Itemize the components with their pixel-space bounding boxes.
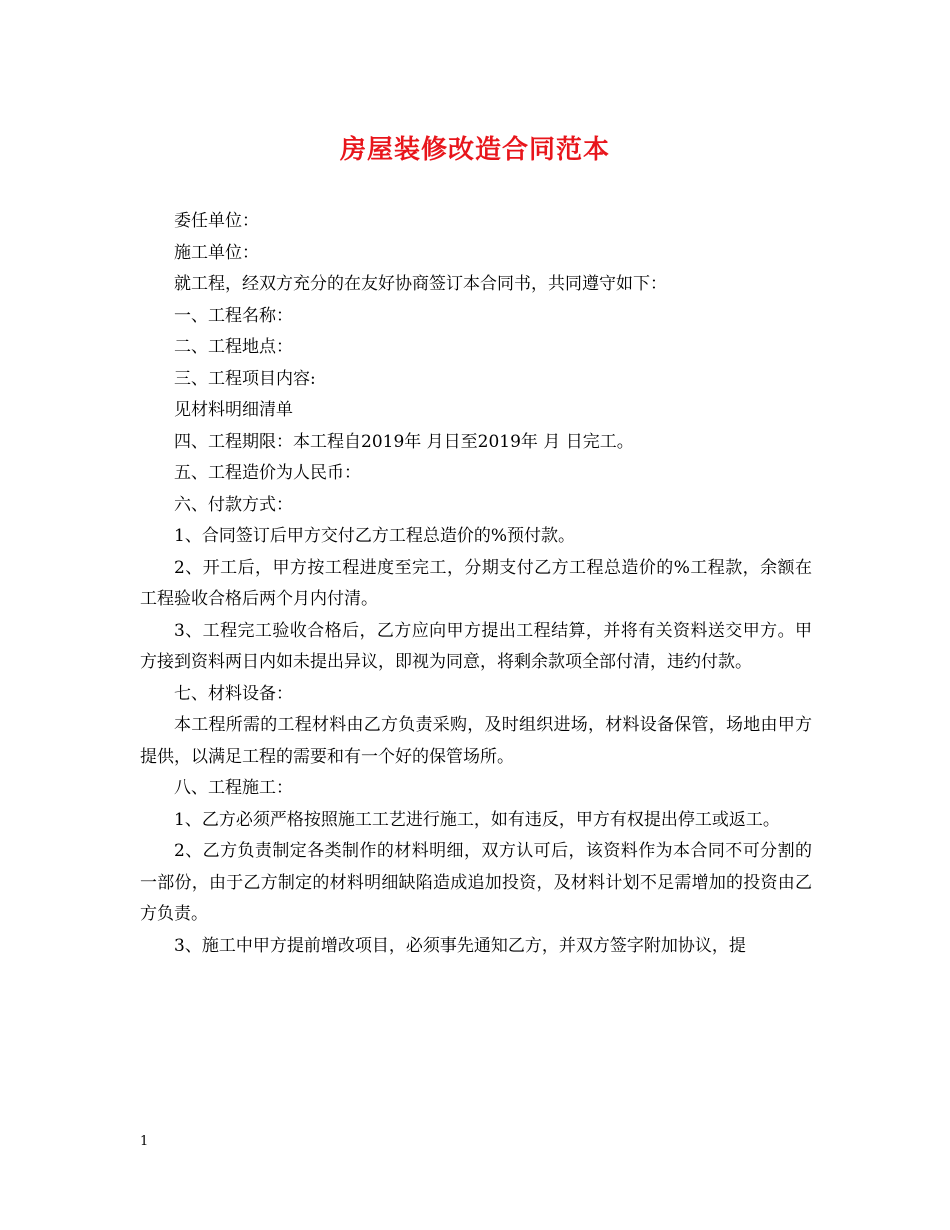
paragraph-payment-method: 六、付款方式：	[174, 494, 293, 515]
paragraph-entrusting-unit: 委任单位：	[174, 211, 259, 231]
paragraph-preamble: 就工程，经双方充分的在友好协商签订本合同书，共同遵守如下：	[174, 274, 667, 294]
paragraph-materials-body: 本工程所需的工程材料由乙方负责采购，及时组织进场，材料设备保管，场地由甲方提供，以满足工程的需要和有一个好的保管场所。	[140, 715, 812, 767]
paragraph-construction-unit: 施工单位：	[174, 242, 259, 263]
paragraph-project-location: 二、工程地点：	[174, 337, 293, 357]
paragraph-construction-heading: 八、工程施工：	[174, 778, 293, 798]
paragraph-construction-2: 2、乙方负责制定各类制作的材料明细，双方认可后，该资料作为本合同不可分割的一部份，由于乙方制定的材料明细缺陷造成追加投资，及材料计划不足需增加的投资由乙方负责。	[140, 841, 812, 924]
paragraph-payment-1: 1、合同签订后甲方交付乙方工程总造价的%预付款。	[174, 526, 575, 546]
paragraph-construction-1: 1、乙方必须严格按照施工工艺进行施工，如有违反，甲方有权提出停工或返工。	[174, 809, 780, 830]
paragraph-project-period: 四、工程期限：本工程自2019年 月日至2019年 月 日完工。	[174, 431, 634, 452]
paragraph-materials-heading: 七、材料设备：	[174, 683, 293, 704]
paragraph-payment-2: 2、开工后，甲方按工程进度至完工，分期支付乙方工程总造价的%工程款，余额在工程验收合格后两个月内付清。	[140, 557, 812, 609]
document-title: 房屋装修改造合同范本	[339, 135, 610, 165]
paragraph-material-list: 见材料明细清单	[174, 400, 293, 420]
paragraph-construction-3: 3、施工中甲方提前增改项目，必须事先通知乙方，并双方签字附加协议，提	[174, 935, 746, 956]
paragraph-project-cost: 五、工程造价为人民币：	[174, 463, 361, 483]
paragraph-project-name: 一、工程名称：	[174, 305, 293, 326]
document-body	[140, 206, 812, 962]
page-number: 1	[140, 1134, 149, 1149]
paragraph-project-content: 三、工程项目内容:	[174, 368, 316, 389]
paragraph-payment-3: 3、工程完工验收合格后，乙方应向甲方提出工程结算，并将有关资料送交甲方。甲方接到资料两日内如未提出异议，即视为同意，将剩余款项全部付清，违约付款。	[140, 620, 812, 672]
